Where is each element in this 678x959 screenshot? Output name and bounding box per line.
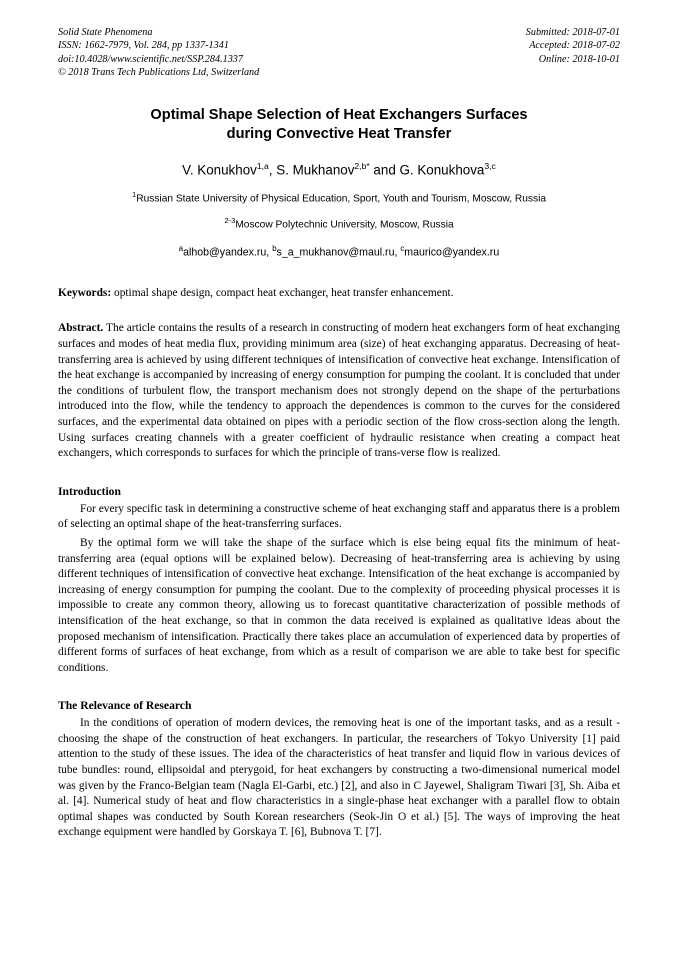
page-title (58, 106, 620, 144)
introduction-paragraph-1: For every specific task in determining a constructive scheme of heat exchanging staff and apparatus there is a problem of selecting an optimal shape of the heat-transferring surfaces. (58, 502, 620, 531)
title-line-2: during Convective Heat Transfer (226, 125, 452, 142)
email-a[interactable]: alhob@yandex.ru, (183, 246, 273, 259)
relevance-paragraph-1: In the conditions of operation of modern devices, the removing heat is one of the important tasks, and as a result - choosing the shape of the construction of heat exchangers. In particular, the researchers of Tokyo University [1] paid attention to the study of these issues. The idea of the characteristics of heat transfer and liquid flow in various devices of tube bundles: round, ellipsoidal and pterygoid, for heat exchangers by constructing a two-dimensional numerical model was given by the Franco-Belgian team (Nagla El-Garbi, etc.) [2], and also in C Jayewel, Shaligram Tiwari [3], Sh. Aiba et al. [4]. Numerical study of heat and flow characteristics in a single-phase heat exchanger with a parallel flow to obtain optimal shapes was conducted by South Korean researchers (Seok-Jin O et al.) [5]. The ways of improving the heat exchange equipment were handled by Gorskaya T. [6], Bubnova T. [7]. (58, 717, 620, 839)
author-1-name: V. Konukhov (182, 162, 257, 178)
section-heading-introduction: Introduction (58, 484, 121, 498)
affiliation-1-marker: 1 (131, 190, 137, 200)
author-2-affil-marker: 2,b* (354, 160, 370, 171)
abstract-label: Abstract. (58, 322, 104, 335)
author-emails (58, 241, 620, 261)
introduction-paragraph-2: By the optimal form we will take the shape of the surface which is else being equal fits the minimum of heat-transferring area (equal options will be explained below). Decreasing of heat-transferring area is achieving by using different techniques of intensification of convective heat exchange. Intensification of the heat exchange is accompanied by increasing of energy consumption for pumping the coolant. Due to the complexity of proceeding physical processes it is impossible to create any common theory, allowing us to forecast quantitative characterization of possible methods of intensification of the heat exchange, so that in common the data received is explained as qualitative ideas about the proposed mechanism of intensification. Practically there takes place an accumulation of experienced data by properties of different forms of surfaces of heat exchange, from which as a result of comparison we are able to take best for specific conditions. (58, 536, 620, 674)
email-b-marker: b (272, 243, 277, 253)
title-line-1: Optimal Shape Selection of Heat Exchangers Surfaces (150, 106, 528, 123)
affiliation-1-text: Russian State University of Physical Education, Sport, Youth and Tourism, Moscow, Russia (136, 193, 546, 205)
abstract-text: The article contains the results of a research in constructing of modern heat exchangers form of heat exchanging surfaces and modes of heat media flux, providing minimum area (size) of heat exchanging apparatus. Decreasing of heat-transferring area is achieved by using different techniques of intensification of convective heat exchange. Intensification of the heat exchange is accompanied by increasing of energy consumption for pumping the coolant. It is concluded that under the conditions of turbulent flow, the transport mechanism does not strongly depend on the shape of the perturbations introduced into the flow, while the tendency to approach the dependences is common to the curves for the considered surfaces, and the experimental data obtained on pipes with a periodic section of the flow cross-section along the length. Using surfaces creating channels with a greater coefficient of hydraulic resistance when creating a compact heat exchangers, which corresponds to surfaces for which the principle of trans-verse flow is realized. (58, 322, 620, 460)
email-c[interactable]: maurico@yandex.ru (404, 246, 500, 259)
affiliation-1 (58, 187, 620, 206)
journal-name: Solid State Phenomena (58, 27, 153, 38)
author-2-name: S. Mukhanov (276, 162, 355, 178)
journal-issn-volume: ISSN: 1662-7979, Vol. 284, pp 1337-1341 (58, 40, 229, 52)
section-heading-relevance: The Relevance of Research (58, 699, 192, 713)
author-1-affil-marker: 1,a (256, 160, 269, 171)
masthead-left (58, 26, 259, 80)
author-3-affil-marker: 3,c (484, 160, 496, 171)
abstract-block (58, 321, 620, 461)
author-list (58, 158, 620, 178)
keywords-label: Keywords: (58, 287, 112, 300)
copyright-line: © 2018 Trans Tech Publications Ltd, Switzerland (58, 67, 260, 79)
email-b[interactable]: s_a_mukhanov@maul.ru, (276, 246, 401, 259)
masthead (58, 26, 620, 82)
keywords-text: optimal shape design, compact heat exchanger, heat transfer enhancement. (111, 287, 454, 300)
keywords-block (58, 286, 620, 301)
accepted-date: Accepted: 2018-07-02 (529, 40, 620, 52)
author-separator-1: , (268, 162, 277, 178)
author-3-name: G. Konukhova (399, 162, 485, 178)
affiliation-2-text: Moscow Polytechnic University, Moscow, Russia (235, 219, 454, 231)
journal-doi: doi:10.4028/www.scientific.net/SSP.284.1337 (58, 53, 243, 65)
email-a-marker: a (178, 243, 184, 253)
online-date: Online: 2018-10-01 (538, 53, 620, 65)
affiliation-2-marker: 2-3 (224, 216, 236, 226)
author-separator-2: and (369, 162, 400, 178)
email-c-marker: c (400, 243, 405, 253)
affiliation-2 (58, 213, 620, 232)
masthead-right (526, 26, 620, 66)
submitted-date: Submitted: 2018-07-01 (525, 27, 620, 38)
